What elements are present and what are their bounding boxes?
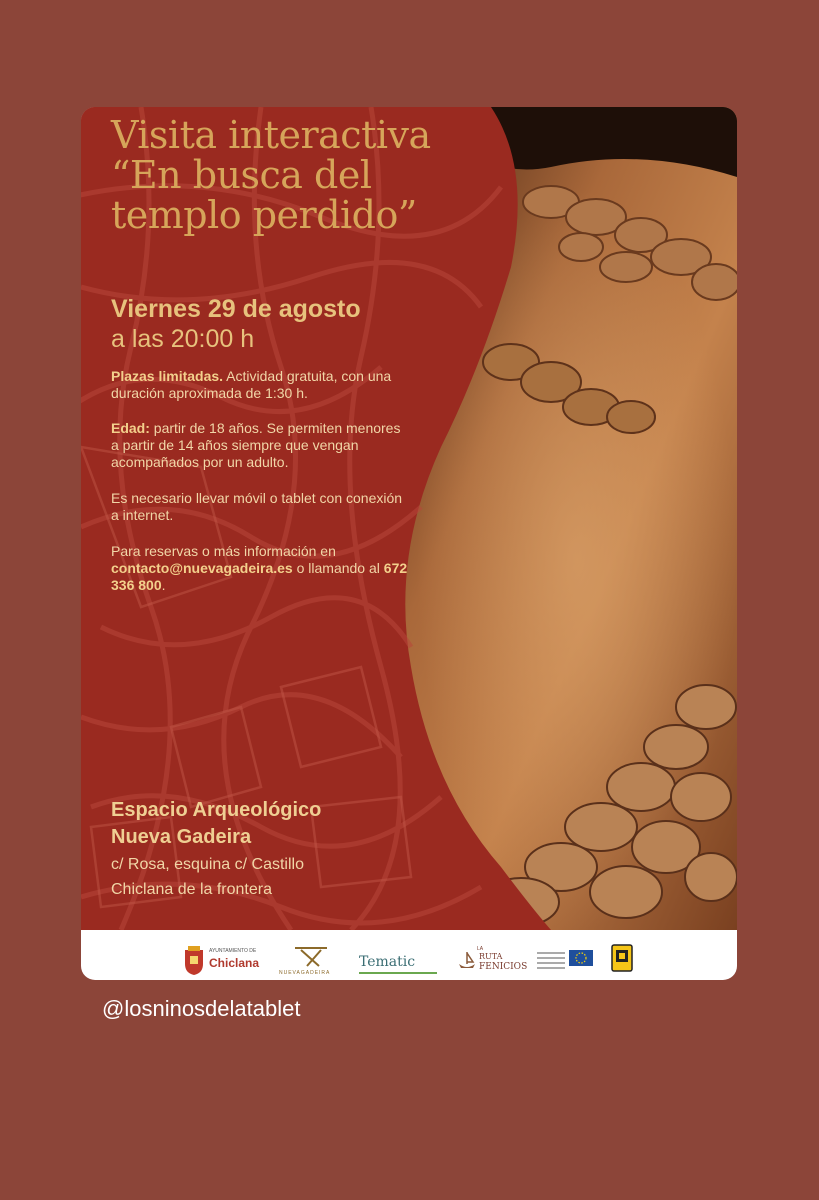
ruta-fenicios-text: FENICIOS <box>479 962 528 972</box>
booking-phone[interactable]: 672 336 800 <box>111 560 408 593</box>
booking-email[interactable]: contacto@nuevagadeira.es <box>111 560 293 576</box>
sponsor-logo-strip <box>81 930 737 980</box>
venue-name <box>111 797 321 851</box>
info-capacity <box>111 368 411 402</box>
info-age-label: Edad: <box>111 420 150 436</box>
chiclana-logo-text: Chiclana <box>209 956 260 970</box>
ruta-small-text: LA <box>477 946 484 952</box>
nuevagadeira-logo-text: NUEVAGADEIRA <box>279 970 331 976</box>
museum-badge-icon <box>611 944 633 972</box>
title-line-3: templo perdido” <box>111 193 417 237</box>
title-line-1: Visita interactiva <box>111 113 431 157</box>
nuevagadeira-mark-icon <box>291 946 331 970</box>
chiclana-shield-icon <box>183 946 205 976</box>
instagram-handle[interactable]: @losninosdelatablet <box>102 996 301 1021</box>
info-booking-start: Para reservas o más información en <box>111 543 336 559</box>
council-of-europe-flag-icon <box>569 950 593 966</box>
poster-title <box>111 115 551 235</box>
tematic-underline <box>359 972 437 974</box>
event-poster <box>81 107 737 980</box>
tematic-logo-text: Tematic <box>359 954 416 970</box>
info-capacity-text: Actividad gratuita, con una duración aproximada de 1:30 h. <box>111 368 392 401</box>
venue-line-1: Espacio Arqueológico <box>111 799 322 821</box>
ship-icon <box>457 950 477 972</box>
info-booking-end: . <box>161 577 166 593</box>
info-device: Es necesario llevar móvil o tablet con conexión a internet. <box>111 490 403 523</box>
fine-print-block <box>537 952 565 968</box>
info-booking <box>111 543 411 594</box>
chiclana-logo-subtitle: AYUNTAMIENTO DE <box>209 948 257 954</box>
address-line-1: c/ Rosa, esquina c/ Castillo <box>111 856 304 873</box>
ruta-logo-text: RUTA <box>479 952 503 961</box>
event-time: a las 20:00 h <box>111 325 255 353</box>
info-age-text: partir de 18 años. Se permiten menores a partir de 14 años siempre que vengan acompañados por un adulto. <box>111 420 401 470</box>
info-age <box>111 420 411 471</box>
event-date: Viernes 29 de agosto <box>111 295 361 323</box>
venue-address <box>111 852 304 902</box>
venue-line-2: Nueva Gadeira <box>111 826 252 848</box>
poster-artwork <box>81 107 737 930</box>
title-line-2: “En busca del <box>111 153 372 197</box>
info-capacity-label: Plazas limitadas. <box>111 368 224 384</box>
tematic-logo <box>359 954 415 970</box>
address-line-2: Chiclana de la frontera <box>111 881 272 898</box>
museum-badge-logo <box>611 944 633 977</box>
info-booking-mid: o llamando al <box>292 560 384 576</box>
